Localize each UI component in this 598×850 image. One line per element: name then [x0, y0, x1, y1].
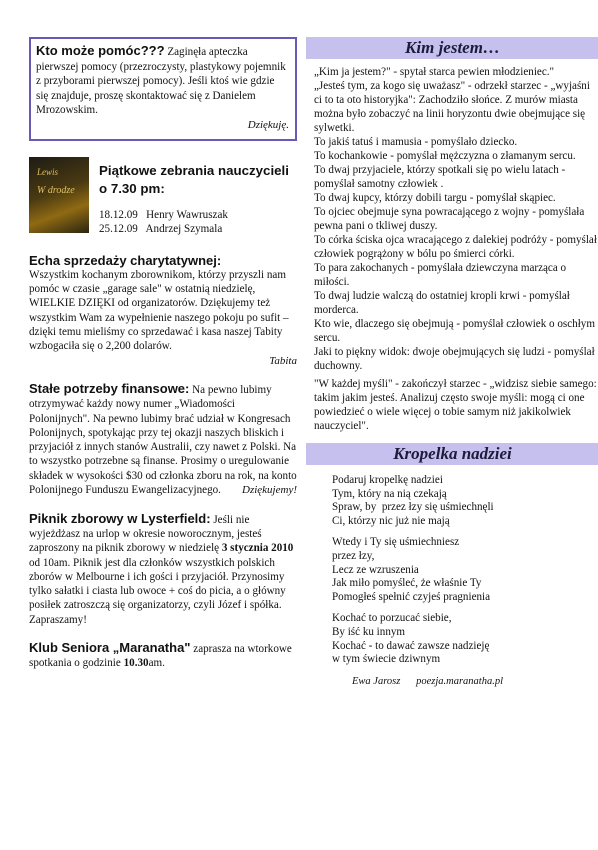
poem-line: Lecz ze wzruszenia: [332, 563, 419, 576]
poem-source: poezja.maranatha.pl: [416, 675, 503, 687]
poem-line: Tym, który na nią czekają: [332, 487, 447, 500]
picnic-body-2: od 10am. Piknik jest dla członków wszystkich polskich zborów w Melbourne i ich gości i przyjaciół. Przynosimy tylko sałatki i ciasta lub owoce + coś do picia, a o główny posiłek zatroszczą się organizatorzy, czyli Józef i spółka. Zapraszamy!: [29, 556, 286, 626]
kim-line: To para zakochanych - pomyślała dziewczyna marząca o miłości.: [314, 262, 567, 288]
poem-line: Ci, którzy nic już nie mają: [332, 514, 450, 527]
picnic-title: Piknik zborowy w Lysterfield:: [29, 510, 211, 526]
meetings-title: Piątkowe zebrania nauczycieli o 7.30 pm:: [99, 162, 289, 196]
kim-line: To dwaj przyjaciele, którzy spotkali się po wielu latach - pomyślał samotny człowiek .: [314, 164, 566, 190]
poem-author: Ewa Jarosz: [352, 675, 401, 687]
picnic-body-1: Jeśli nie wyjeżdżasz na urlop w okresie noworocznym, jesteś zaproszony na piknik zborowy w niedzielę: [29, 513, 262, 555]
picnic-section: [29, 512, 297, 627]
meeting-row: 18.12.09 Henry Wawruszak: [99, 208, 228, 221]
poem-line: Podaruj kropelkę nadziei: [332, 474, 443, 486]
kim-ending: "W każdej myśli" - zakończył starzec - „widzisz siebie samego: takim jakim jesteś. Analizuj często swoje myśli: mogą ci one powiedzieć o wiele więcej o tobie samym niż jakikolwiek nauczyciel".: [314, 378, 597, 432]
help-box: [29, 37, 297, 141]
kim-line: To dwaj ludzie walczą do ostatniej kropli krwi - pomyślał morderca.: [314, 290, 570, 316]
poem: [332, 474, 598, 688]
kim-para-2: „Jesteś tym, za kogo się uważasz" - odrzekł starzec - „wyjaśni ci to ta oto historyjka": Zachodziło słońce. Z murów miasta można było zobaczyć na linii horyzontu dwie obejmujące się sylwetki.: [314, 80, 590, 134]
poem-stanza: [332, 612, 598, 666]
kim-line: To jakiś tatuś i mamusia - pomyślało dziecko.: [314, 136, 518, 148]
finance-signature: Dziękujemy!: [242, 484, 297, 497]
kim-line: To córka ściska ojca wracającego z dalekiej podróży - pomyślał człowiek pogrążony w bólu po śmierci córki.: [314, 234, 597, 260]
poem-line: Spraw, by przez łzy się uśmiechnęli: [332, 501, 494, 514]
kim-line: Jaki to piękny widok: dwoje obejmujących się ludzi - pomyślał duchowny.: [314, 346, 595, 372]
right-column: [306, 37, 598, 688]
kim-para-1: „Kim ja jestem?" - spytał starca pewien młodzieniec.": [314, 66, 555, 78]
left-column: [29, 37, 297, 671]
poem-line: By iść ku innym: [332, 625, 406, 638]
book-title: W drodze: [37, 184, 75, 196]
kim-banner: Kim jestem…: [306, 37, 598, 59]
book-author: Lewis: [37, 166, 59, 177]
seniors-section: [29, 641, 297, 671]
charity-signature: Tabita: [269, 354, 297, 367]
kim-story: [314, 65, 597, 433]
poem-line: Jak miło pomyśleć, że właśnie Ty: [332, 577, 482, 590]
poem-credit: [352, 675, 598, 689]
seniors-body-1: zaprasza na wtorkowe spotkania o godzinie: [29, 642, 292, 670]
poem-line: przez łzy,: [332, 549, 375, 562]
seniors-body-2: am.: [148, 657, 165, 670]
seniors-time: 10.30: [123, 657, 149, 670]
help-signature: Dziękuję.: [247, 118, 289, 131]
poem-banner: Kropelka nadziei: [306, 443, 598, 465]
poem-stanza: [332, 474, 598, 528]
seniors-title: Klub Seniora „Maranatha": [29, 639, 191, 655]
picnic-date: 3 stycznia 2010: [221, 542, 294, 555]
kim-line: Kto wie, dlaczego się obejmują - pomyślał człowiek o oschłym sercu.: [314, 318, 595, 344]
charity-body: Wszystkim kochanym zborownikom, którzy przyszli nam pomóc w czasie „garage sale" w ostatnią niedzielę, WIELKIE DZIĘKI od organizatorów. Dziękujemy też wszystkim Wam za wypełnienie naszego pokoju po sufit – dzięki temu mieliśmy co sprzedawać i kasa naszej Tabity wzbogaciła się o 2,200 dolarów.: [29, 268, 289, 353]
kim-line: To ojciec obejmuje syna powracającego z wojny - pomyślała pewna pani o tkliwej duszy.: [314, 206, 585, 232]
meetings-section: [29, 157, 297, 236]
charity-section: [29, 254, 297, 368]
finance-section: [29, 382, 297, 498]
poem-stanza: [332, 536, 598, 604]
poem-line: Kochać to porzucać siebie,: [332, 612, 452, 625]
book-cover-image: [29, 157, 89, 233]
help-body: Zaginęła apteczka pierwszej pomocy (przezroczysty, plastykowy pojemnik z przyborami pierwszej pomocy). Jeśli ktoś wie gdzie się znajduje, proszę skontaktować się z Danielem Mrozowskim.: [36, 46, 286, 117]
kim-line: To kochankowie - pomyślał mężczyzna o złamanym sercu.: [314, 150, 576, 162]
finance-title: Stałe potrzeby finansowe:: [29, 380, 190, 396]
help-title: Kto może pomóc???: [36, 43, 165, 58]
poem-line: Kochać - to dawać zawsze nadzieję: [332, 639, 490, 652]
kim-line: To dwaj kupcy, którzy dobili targu - pomyślał skąpiec.: [314, 192, 556, 204]
poem-line: Wtedy i Ty się uśmiechniesz: [332, 536, 460, 549]
finance-body: Na pewno lubimy otrzymywać każdy nowy numer „Wiadomości Polonijnych". Na pewno lubimy brać udział w Kongresach Polonijnych, spotykając przy tej okazji naszych bliskich i przyjaciół z innych stanów Australii, czy nawet z Polski. Na to wszystko potrzebne są finanse. Prosimy o uregulowanie składek w wysokości $30 od członka zboru na rok, na konto Polonijnego Funduszu Ewangelizacyjnego.: [29, 383, 297, 497]
charity-title: Echa sprzedaży charytatywnej:: [29, 252, 222, 268]
meeting-row: 25.12.09 Andrzej Szymala: [99, 222, 223, 235]
poem-line: Pomogłeś spełnić czyjeś pragnienia: [332, 590, 491, 603]
poem-line: w tym świecie dziwnym: [332, 653, 441, 666]
